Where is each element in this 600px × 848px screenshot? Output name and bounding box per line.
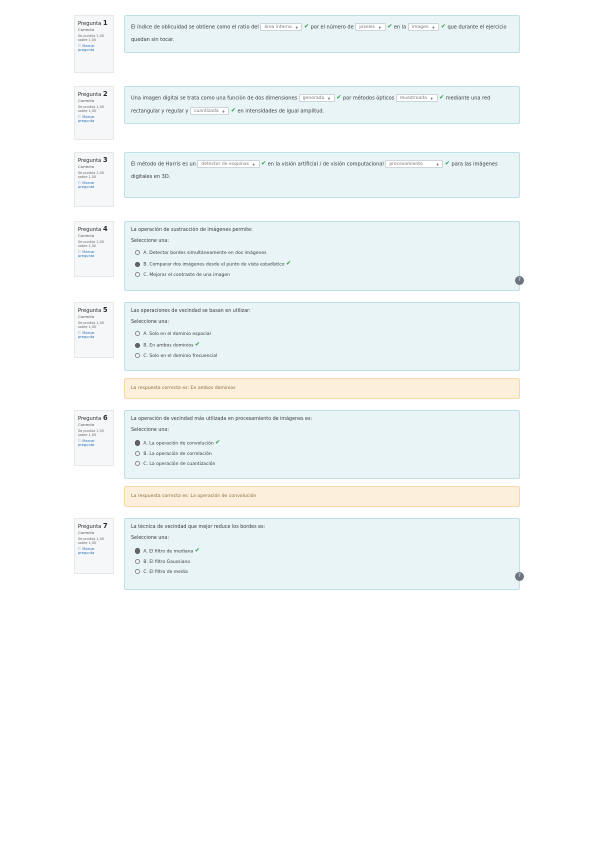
question-1 (74, 15, 520, 73)
answer-option[interactable]: A. Solo en el dominio espacial (135, 330, 513, 340)
answer-option[interactable]: B. El filtro Gaussiano (135, 558, 513, 568)
question-grade: Se puntúa 1,00 sobre 1,00 (78, 33, 104, 43)
check-icon: ✔ (440, 23, 446, 30)
answer-option[interactable]: A. La operación de convolución ✔ (135, 438, 513, 450)
answer-select-3[interactable]: cuantizada ♦ (190, 107, 229, 115)
flag-icon: ⚐ (78, 180, 82, 185)
radio-button[interactable] (135, 461, 140, 466)
check-icon: ✔ (387, 23, 393, 30)
question-info (74, 302, 114, 358)
flag-question-link[interactable]: ⚐ Marcar pregunta (78, 546, 95, 556)
question-content: El índice de oblicuidad se obtiene como el ratio del área interna ♦ ✔ por el número de píxeles ♦ ✔ en la imagen ♦ ✔ que durante el ejercicio quedan sin tocar. (124, 15, 520, 53)
question-number: Pregunta 3 (78, 156, 108, 164)
question-number: Pregunta 2 (78, 90, 108, 98)
flag-question-link[interactable]: ⚐ Marcar pregunta (78, 438, 95, 448)
question-2 (74, 86, 520, 140)
question-prompt: La operación de sustracción de imágenes permite: (131, 228, 253, 233)
question-prompt: Las operaciones de vecindad se basan en utilizar: (131, 309, 251, 314)
answer-option[interactable]: B. La operación de correlación (135, 450, 513, 460)
question-state: Correcta (78, 422, 95, 427)
question-grade: Se puntúa 1,00 sobre 1,00 (78, 170, 104, 180)
question-prompt: La técnica de vecindad que mejor reduce los bordes es: (131, 525, 266, 530)
check-icon: ✔ (439, 94, 445, 101)
flag-question-link[interactable]: ⚐ Marcar pregunta (78, 330, 95, 340)
question-7 (74, 518, 520, 590)
question-3 (74, 152, 520, 207)
question-content (124, 518, 520, 590)
correct-answer-feedback: La respuesta correcta es: La operación de convolución (124, 486, 520, 507)
question-content (124, 221, 520, 291)
question-number: Pregunta 4 (78, 225, 108, 233)
check-icon: ✔ (285, 260, 291, 268)
check-icon: ✔ (215, 439, 221, 446)
answer-select-2[interactable]: procesamiento ♦ (385, 160, 443, 168)
flag-question-link[interactable]: ⚐ Marcar pregunta (78, 180, 95, 190)
answer-option[interactable]: A. El filtro de mediana ✔ (135, 546, 513, 558)
question-4 (74, 221, 520, 291)
question-content (124, 302, 520, 371)
check-icon: ✔ (230, 106, 236, 114)
question-state: Correcta (78, 27, 95, 32)
question-number: Pregunta 7 (78, 522, 108, 530)
flag-question-link[interactable]: ⚐ Marcar pregunta (78, 114, 95, 124)
question-state: Correcta (78, 164, 95, 169)
radio-button[interactable] (135, 559, 140, 564)
chevron-down-icon: ♦ (294, 25, 299, 30)
question-content: Una imagen digital se trata como una función de dos dimensiones generada ♦ ✔ por métodos ópticos muestreada ♦ ✔ mediante una red rectangular y regular y cuantizada ♦ ✔ en intensidades de igual amplitud. (124, 86, 520, 124)
check-icon: ✔ (194, 547, 200, 554)
answer-option[interactable]: C. El filtro de media (135, 568, 513, 578)
question-info (74, 15, 114, 73)
question-grade: Se puntúa 1,00 sobre 1,00 (78, 428, 104, 438)
chevron-down-icon: ♦ (221, 108, 226, 114)
radio-button[interactable] (135, 331, 140, 336)
question-info (74, 410, 114, 466)
check-icon: ✔ (304, 23, 310, 30)
flag-icon: ⚐ (78, 43, 82, 48)
question-5 (74, 302, 520, 400)
answer-select-1[interactable]: área interna ♦ (260, 23, 302, 31)
answer-option[interactable]: C. La operación de cuantización (135, 460, 513, 470)
flag-icon: ⚐ (78, 438, 82, 443)
answer-option[interactable]: A. Detectar bordes simultáneamente en dos imágenes (135, 249, 513, 259)
question-content (124, 410, 520, 479)
answer-select-2[interactable]: muestreada ♦ (396, 94, 438, 102)
question-info (74, 518, 114, 574)
flag-icon: ⚐ (78, 249, 82, 254)
radio-button[interactable] (135, 440, 140, 445)
radio-button[interactable] (135, 250, 140, 255)
answer-select-1[interactable]: detector de esquinas ♦ (197, 160, 259, 168)
chevron-down-icon: ♦ (378, 25, 382, 30)
question-grade: Se puntúa 1,00 sobre 1,00 (78, 320, 104, 330)
question-info (74, 86, 114, 140)
answer-select-3[interactable]: imagen ♦ (408, 23, 439, 31)
radio-button[interactable] (135, 272, 140, 277)
question-number: Pregunta 6 (78, 414, 108, 422)
question-number: Pregunta 5 (78, 306, 108, 314)
select-one-label: Seleccione una: (131, 428, 169, 433)
answer-option[interactable]: C. Solo en el dominio frecuencial (135, 352, 513, 362)
question-number: Pregunta 1 (78, 19, 108, 27)
check-icon: ✔ (261, 160, 267, 167)
chevron-down-icon: ♦ (251, 162, 256, 167)
question-state: Correcta (78, 530, 95, 535)
chevron-down-icon: ♦ (429, 96, 434, 101)
question-prompt: La operación de vecindad más utilizada en procesamiento de imágenes es: (131, 417, 313, 422)
answer-select-2[interactable]: píxeles ♦ (355, 23, 385, 31)
chevron-down-icon: ♦ (431, 25, 436, 30)
question-grade: Se puntúa 1,00 sobre 1,00 (78, 536, 104, 546)
radio-button[interactable] (135, 569, 140, 574)
radio-button[interactable] (135, 548, 140, 553)
answer-select-1[interactable]: generada ♦ (299, 94, 335, 102)
select-one-label: Seleccione una: (131, 320, 169, 325)
flag-icon: ⚐ (78, 546, 82, 551)
chevron-down-icon: ♦ (327, 96, 331, 101)
help-icon[interactable]: ? (515, 572, 524, 581)
radio-button[interactable] (135, 262, 140, 267)
check-icon: ✔ (336, 94, 342, 101)
chevron-down-icon: ♦ (435, 162, 440, 167)
answer-option[interactable]: B. Comparar dos imágenes desde el punto de vista estadístico ✔ (135, 259, 513, 271)
flag-icon: ⚐ (78, 330, 82, 335)
check-icon: ✔ (444, 160, 450, 167)
flag-question-link[interactable]: ⚐ Marcar pregunta (78, 43, 95, 53)
question-6 (74, 410, 520, 508)
radio-button[interactable] (135, 353, 140, 358)
question-grade: Se puntúa 1,00 sobre 1,00 (78, 239, 104, 249)
correct-answer-feedback: La respuesta correcta es: En ambos dominios (124, 378, 520, 399)
flag-icon: ⚐ (78, 114, 82, 119)
help-icon[interactable]: ? (515, 276, 524, 285)
radio-button[interactable] (135, 451, 140, 456)
question-info (74, 152, 114, 207)
select-one-label: Seleccione una: (131, 239, 169, 244)
radio-button[interactable] (135, 343, 140, 348)
question-info (74, 221, 114, 277)
question-state: Correcta (78, 98, 95, 103)
answer-option[interactable]: B. En ambos dominios ✔ (135, 340, 513, 352)
flag-question-link[interactable]: ⚐ Marcar pregunta (78, 249, 95, 259)
question-grade: Se puntúa 1,00 sobre 1,00 (78, 104, 104, 114)
question-state: Correcta (78, 233, 95, 238)
check-icon: ✔ (194, 341, 200, 349)
question-content: El método de Harris es un detector de esquinas ♦ ✔ en la visión artificial / de visión computacional procesamiento ♦ ✔ para las imágenes digitales en 3D. (124, 152, 520, 198)
question-state: Correcta (78, 314, 95, 319)
answer-option[interactable]: C. Mejorar el contraste de una imagen (135, 271, 513, 281)
select-one-label: Seleccione una: (131, 536, 169, 541)
